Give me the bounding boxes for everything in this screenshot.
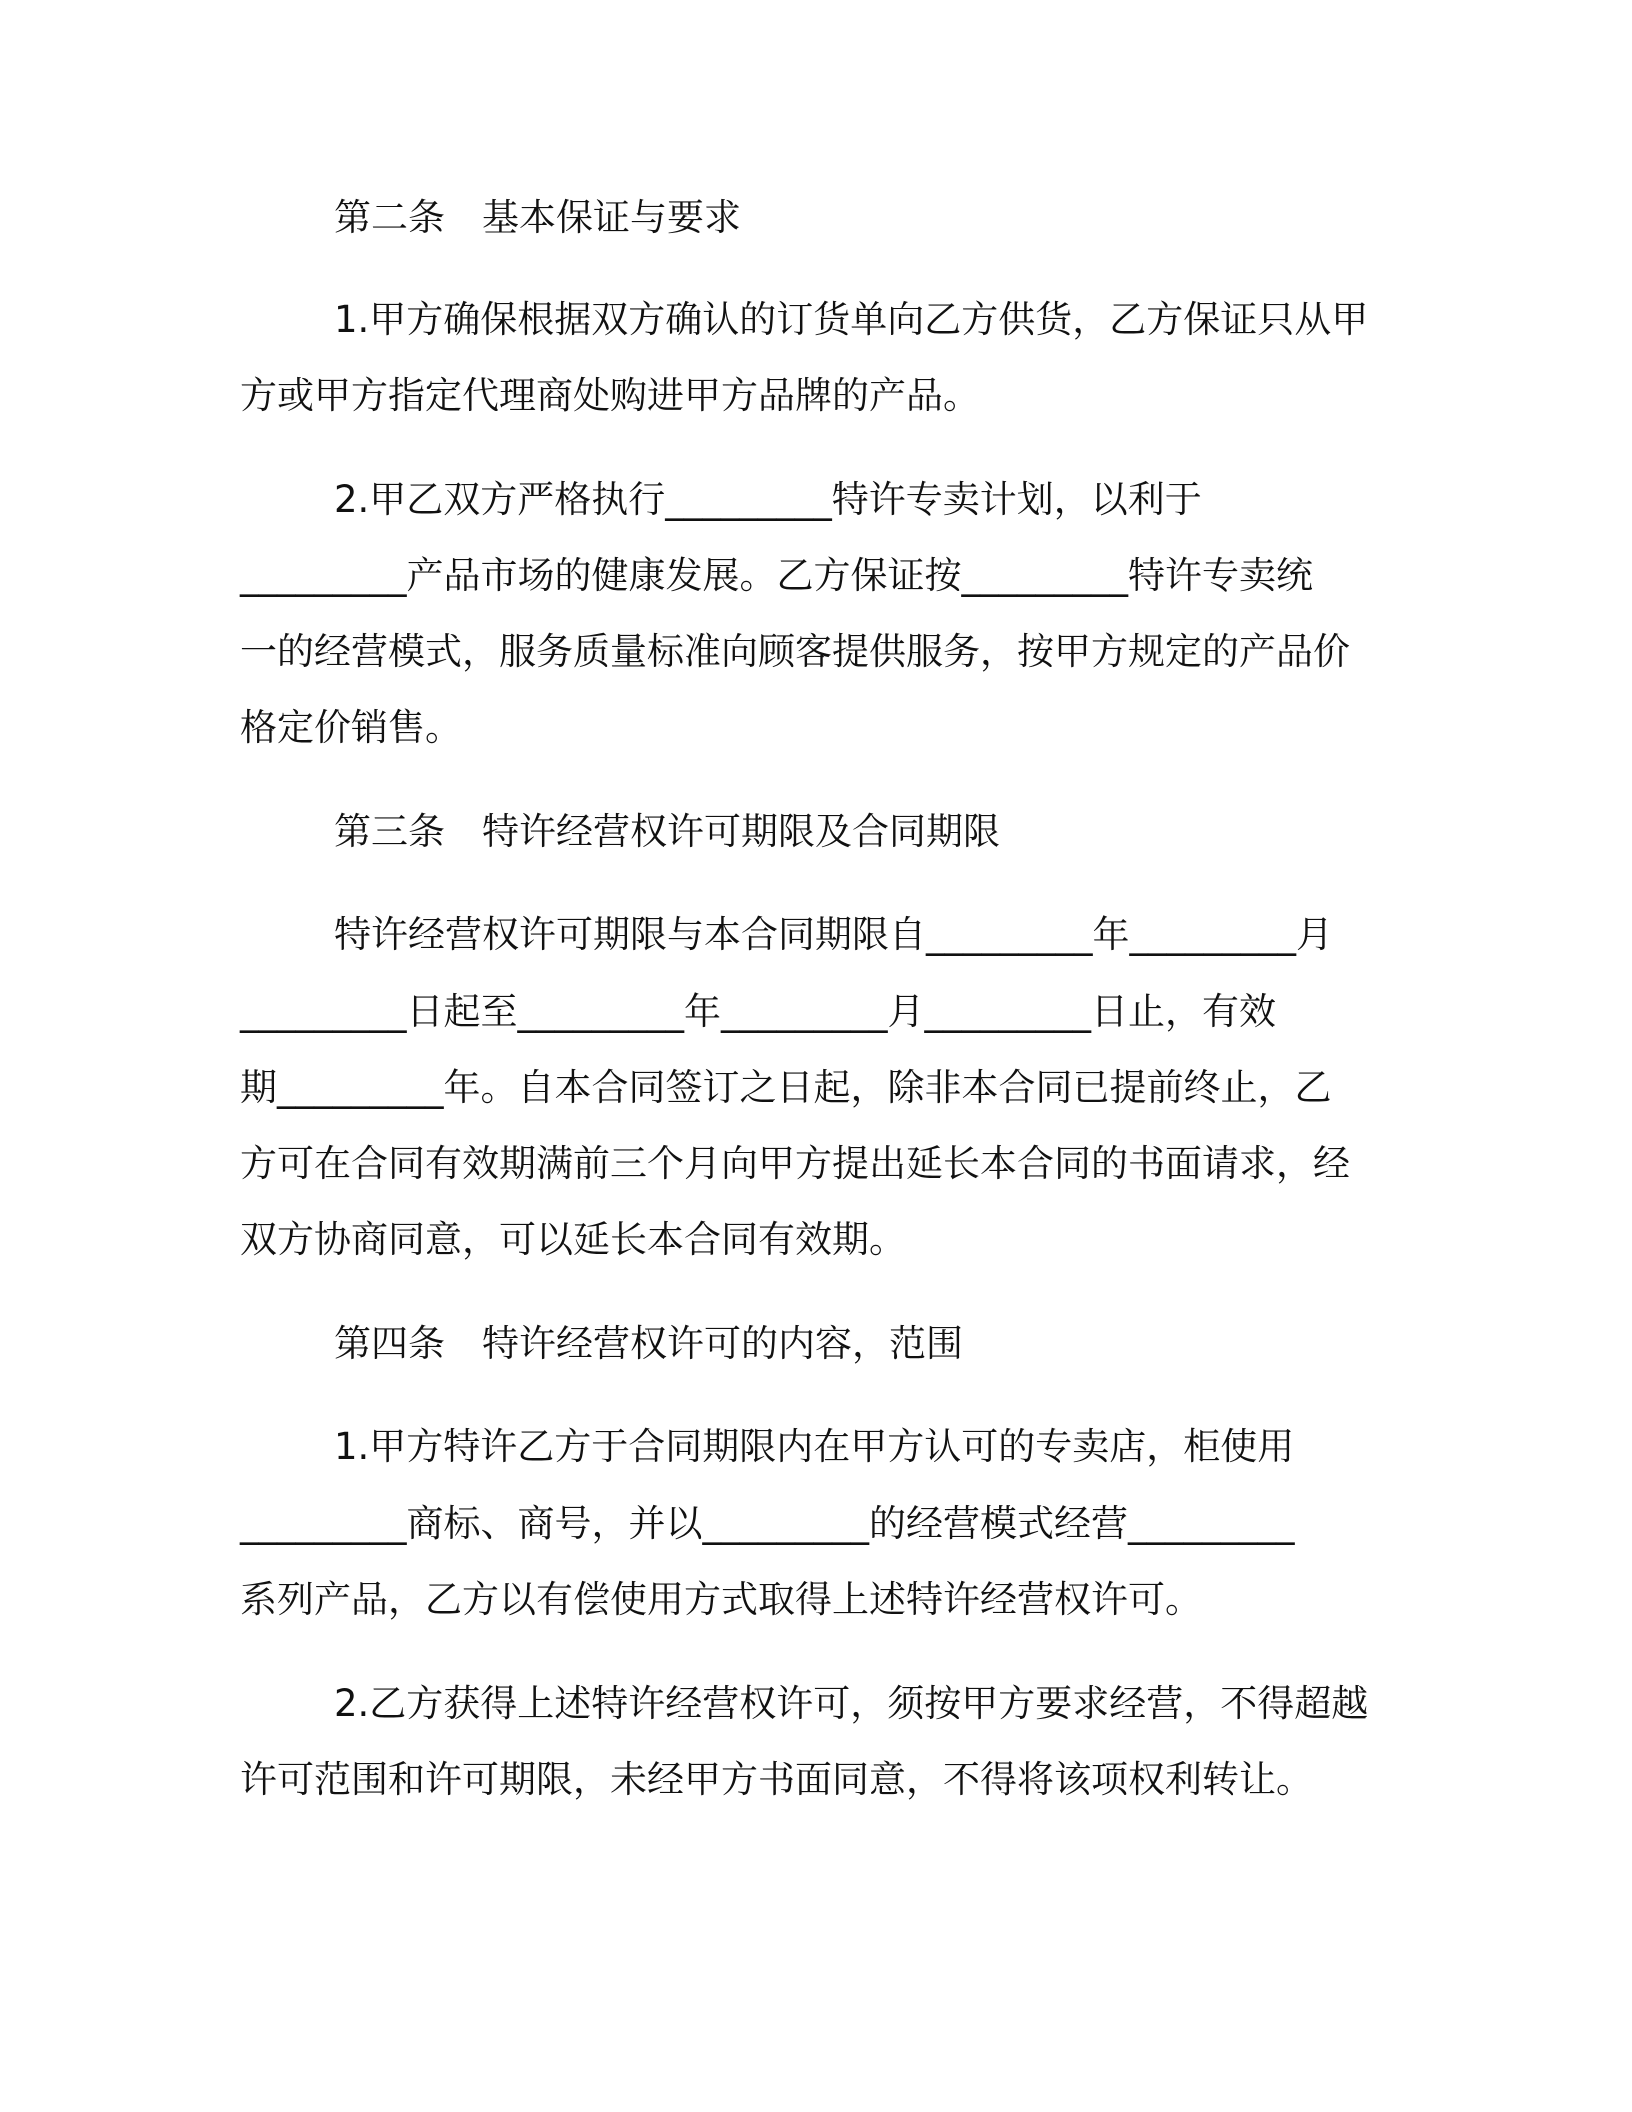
article-2-clause-1-line-1: 1.甲方确保根据双方确认的订货单向乙方供货，乙方保证只从甲	[334, 298, 1369, 341]
article-2-clause-2-line-2: _________产品市场的健康发展。乙方保证按_________特许专卖统	[240, 554, 1313, 597]
article-2-clause-2-line-1: 2.甲乙双方严格执行_________特许专卖计划，以利于	[334, 478, 1202, 521]
article-4-clause-2-line-2: 许可范围和许可期限，未经甲方书面同意，不得将该项权利转让。	[240, 1758, 1313, 1801]
article-3-heading: 第三条 特许经营权许可期限及合同期限	[334, 810, 1000, 853]
article-4-clause-1-line-2: _________商标、商号，并以_________的经营模式经营_________	[240, 1502, 1295, 1545]
article-2-clause-2-line-3: 一的经营模式，服务质量标准向顾客提供服务，按甲方规定的产品价	[240, 630, 1350, 673]
article-3-para-line-4: 方可在合同有效期满前三个月向甲方提出延长本合同的书面请求，经	[240, 1142, 1350, 1185]
article-2-clause-1-line-2: 方或甲方指定代理商处购进甲方品牌的产品。	[240, 374, 980, 417]
article-4-heading: 第四条 特许经营权许可的内容，范围	[334, 1322, 963, 1365]
article-3-para-line-5: 双方协商同意，可以延长本合同有效期。	[240, 1218, 906, 1261]
article-2-clause-2-line-4: 格定价销售。	[240, 706, 462, 749]
article-3-para-line-3: 期_________年。自本合同签订之日起，除非本合同已提前终止，乙	[240, 1066, 1332, 1109]
article-3-para-line-2: _________日起至_________年_________月_________日止，有效	[240, 990, 1276, 1033]
article-4-clause-1-line-3: 系列产品，乙方以有偿使用方式取得上述特许经营权许可。	[240, 1578, 1202, 1621]
article-4-clause-1-line-1: 1.甲方特许乙方于合同期限内在甲方认可的专卖店，柜使用	[334, 1425, 1295, 1468]
article-3-para-line-1: 特许经营权许可期限与本合同期限自_________年_________月	[334, 913, 1333, 956]
article-2-heading: 第二条 基本保证与要求	[334, 196, 741, 239]
article-4-clause-2-line-1: 2.乙方获得上述特许经营权许可，须按甲方要求经营，不得超越	[334, 1682, 1369, 1725]
